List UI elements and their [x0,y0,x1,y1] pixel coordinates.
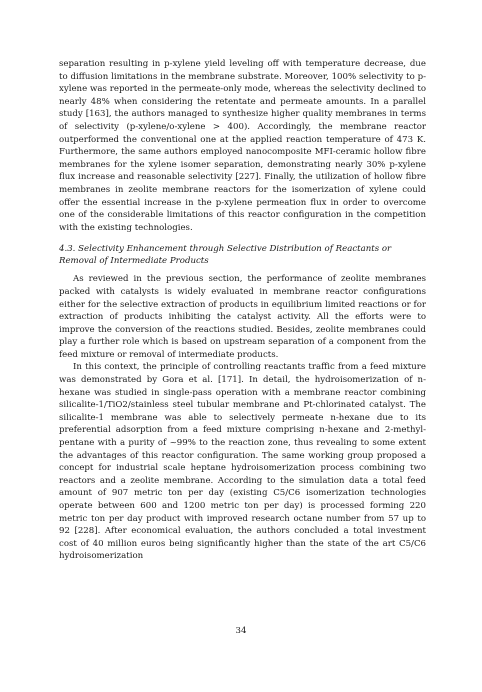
paragraph-3: In this context, the principle of controlling reactants traffic from a feed mixture was demonstrated by Gora et al. [171]. In detail, the hydroisomerization of n-hexane was studied in single-pass operation with a membrane reactor combining silicalite-1/TiO2/stainless steel tubular membrane and Pt-chlorinated catalyst. The silicalite-1 membrane was able to selectively permeate n-hexane due to its preferential adsorption from a feed mixture comprising n-hexane and 2-methyl-pentane with a purity of ~99% to the reaction zone, thus revealing to some extent the advantages of this reactor configuration. The same working group proposed a concept for industrial scale heptane hydroisomerization process combining two reactors and a zeolite membrane. According to the simulation data a total feed amount of 907 metric ton per day (existing C5/C6 isomerization technologies operate between 600 and 1200 metric ton per day) is processed forming 220 metric ton per day product with improved research octane number from 57 up to 92 [228]. After economical evaluation, the authors concluded a total investment cost of 40 million euros being significantly higher than the state of the art C5/C6 hydroisomerization [59,362,426,562]
section-heading: 4.3. Selectivity Enhancement through Selective Distribution of Reactants or Removal of Intermediate Products [59,244,392,267]
paragraph-2: As reviewed in the previous section, the performance of zeolite membranes packed with catalysts is widely evaluated in membrane reactor configurations either for the selective extraction of products in equilibrium limited reactions or for extraction of products inhibiting the catalyst activity. All the efforts were to improve the conversion of the reactions studied. Besides, zeolite membranes could play a further role which is based on upstream separation of a component from the feed mixture or removal of intermediate products. [59,274,426,360]
paragraph-1: separation resulting in p-xylene yield leveling off with temperature decrease, due to diffusion limitations in the membrane substrate. Moreover, 100% selectivity to p-xylene was reported in the permeate-only mode, whereas the selectivity declined to nearly 48% when considering the retentate and permeate amounts. In a parallel study [163], the authors managed to synthesize higher quality membranes in terms of selectivity (p-xylene/o-xylene > 400). Accordingly, the membrane reactor outperformed the conventional one at the applied reaction temperature of 473 K. Furthermore, the same authors employed nanocomposite MFI-ceramic hollow fibre membranes for the xylene isomer separation, demonstrating nearly 30% p-xylene flux increase and reasonable selectivity [227]. Finally, the utilization of hollow fibre membranes in zeolite membrane reactors for the isomerization of xylene could offer the essential increase in the p-xylene permeation flux in order to overcome one of the considerable limitations of this reactor configuration in the competition with the existing technologies. [59,59,426,233]
page-number: 34 [235,626,247,636]
page-body [59,58,426,563]
